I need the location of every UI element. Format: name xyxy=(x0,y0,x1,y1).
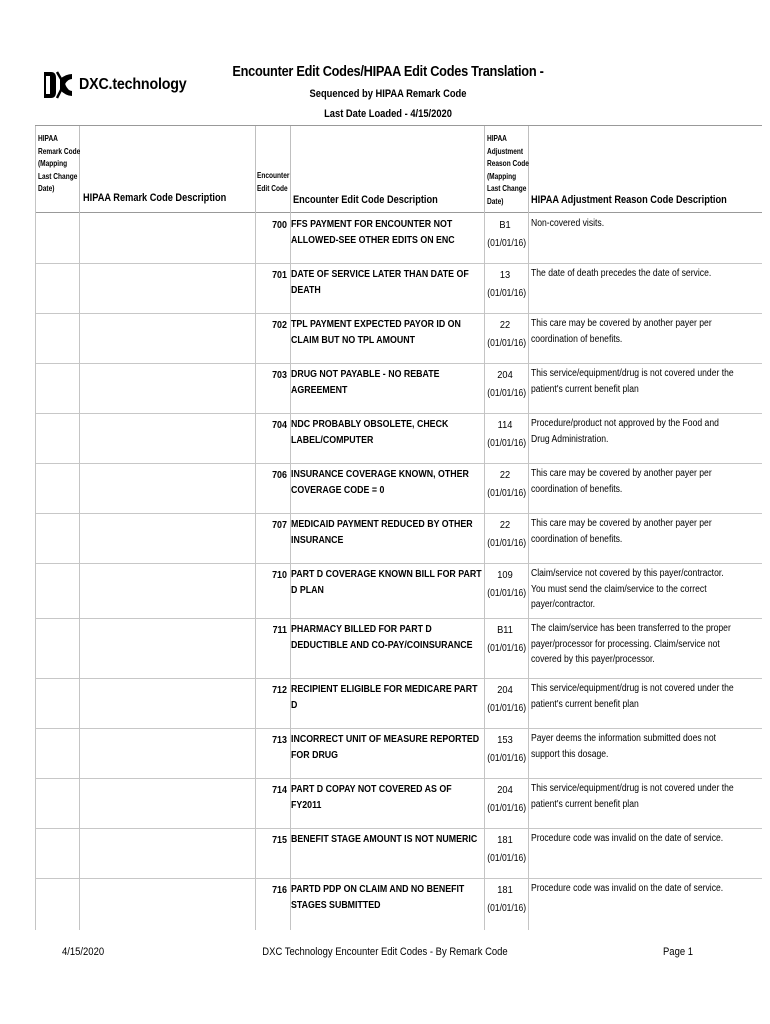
encounter-edit-desc: NDC PROBABLY OBSOLETE, CHECK LABEL/COMPUTER xyxy=(291,418,449,446)
table-row xyxy=(35,728,762,779)
col-divider xyxy=(484,828,485,878)
col-divider xyxy=(79,313,80,363)
table-row xyxy=(35,678,762,729)
header-adjustment-desc: HIPAA Adjustment Reason Code Description xyxy=(531,194,727,206)
col-divider xyxy=(255,263,256,313)
col-divider xyxy=(290,618,291,678)
logo-wordmark: DXC.technology xyxy=(79,76,187,93)
dxc-logo-icon xyxy=(42,70,74,100)
col-divider xyxy=(255,563,256,618)
adjustment-mapping-date: (01/01/16) xyxy=(487,338,527,349)
col-divider xyxy=(484,363,485,413)
header-remark-code xyxy=(38,133,80,196)
adjustment-mapping-date: (01/01/16) xyxy=(487,538,527,549)
adjustment-reason-code: 13 xyxy=(499,269,511,281)
adjustment-mapping-date: (01/01/16) xyxy=(487,803,527,814)
col-divider xyxy=(255,213,256,263)
adjustment-reason-code: B1 xyxy=(499,219,511,231)
encounter-edit-desc: FFS PAYMENT FOR ENCOUNTER NOT ALLOWED-SEE OTHER EDITS ON ENC xyxy=(291,218,455,246)
header-line: HIPAA xyxy=(487,134,507,143)
encounter-edit-code: 711 xyxy=(272,624,287,636)
encounter-edit-desc: DATE OF SERVICE LATER THAN DATE OF DEATH xyxy=(291,268,469,296)
col-divider xyxy=(79,618,80,678)
encounter-edit-code: 701 xyxy=(272,269,287,281)
header-line: Date) xyxy=(38,184,55,193)
adjustment-reason-code: 109 xyxy=(497,569,513,581)
col-divider xyxy=(255,678,256,728)
col-divider xyxy=(528,313,529,363)
col-divider xyxy=(255,463,256,513)
col-divider xyxy=(484,513,485,563)
adjustment-mapping-date: (01/01/16) xyxy=(487,588,527,599)
col-divider xyxy=(484,563,485,618)
adjustment-mapping-date: (01/01/16) xyxy=(487,753,527,764)
col-divider xyxy=(528,513,529,563)
encounter-edit-code: 706 xyxy=(272,469,287,481)
adjustment-reason-desc: This care may be covered by another payer per coordination of benefits. xyxy=(531,318,712,345)
table-row xyxy=(35,778,762,829)
col-divider xyxy=(484,213,485,263)
encounter-edit-code: 713 xyxy=(272,734,287,746)
adjustment-reason-code: 204 xyxy=(497,784,513,796)
header-line: Encounter xyxy=(257,171,290,180)
encounter-edit-code: 707 xyxy=(272,519,287,531)
col-divider xyxy=(255,513,256,563)
col-divider xyxy=(290,126,291,213)
adjustment-reason-desc: The date of death precedes the date of service. xyxy=(531,268,712,279)
header-line: Reason Code xyxy=(487,159,529,168)
col-divider xyxy=(79,563,80,618)
adjustment-reason-desc: This care may be covered by another payer per coordination of benefits. xyxy=(531,468,712,495)
col-divider xyxy=(255,126,256,213)
adjustment-reason-desc: This service/equipment/drug is not covered under the patient's current benefit plan xyxy=(531,368,734,395)
col-divider xyxy=(290,828,291,878)
col-divider xyxy=(528,678,529,728)
table-row xyxy=(35,878,762,930)
encounter-edit-desc: PHARMACY BILLED FOR PART D DEDUCTIBLE AND CO-PAY/COINSURANCE xyxy=(291,623,473,651)
adjustment-mapping-date: (01/01/16) xyxy=(487,238,527,249)
adjustment-reason-code: 204 xyxy=(497,369,513,381)
table-row xyxy=(35,263,762,314)
adjustment-mapping-date: (01/01/16) xyxy=(487,853,527,864)
col-divider xyxy=(528,213,529,263)
col-divider xyxy=(290,413,291,463)
encounter-edit-code: 710 xyxy=(272,569,287,581)
adjustment-reason-desc: Procedure code was invalid on the date of service. xyxy=(531,833,724,844)
col-divider xyxy=(255,828,256,878)
table-left-border xyxy=(35,126,36,930)
encounter-edit-desc: INCORRECT UNIT OF MEASURE REPORTED FOR DRUG xyxy=(291,733,480,761)
header-line: Edit Code xyxy=(257,183,288,193)
col-divider xyxy=(255,878,256,930)
table-row xyxy=(35,563,762,619)
col-divider xyxy=(290,313,291,363)
footer-page-number: Page 1 xyxy=(663,946,693,958)
encounter-edit-desc: PART D COVERAGE KNOWN BILL FOR PART D PLAN xyxy=(291,568,482,596)
header-line: Remark Code xyxy=(38,146,81,156)
col-divider xyxy=(484,313,485,363)
col-divider xyxy=(484,413,485,463)
adjustment-reason-desc: Procedure/product not approved by the Food and Drug Administration. xyxy=(531,418,719,445)
col-divider xyxy=(290,263,291,313)
footer-title: DXC Technology Encounter Edit Codes - By Remark Code xyxy=(262,946,508,958)
col-divider xyxy=(528,878,529,930)
adjustment-reason-desc: Payer deems the information submitted does not support this dosage. xyxy=(531,733,717,760)
encounter-edit-code: 712 xyxy=(272,684,287,696)
adjustment-mapping-date: (01/01/16) xyxy=(487,643,527,654)
col-divider xyxy=(290,678,291,728)
col-divider xyxy=(528,728,529,778)
col-divider xyxy=(484,463,485,513)
adjustment-mapping-date: (01/01/16) xyxy=(487,488,527,499)
adjustment-reason-desc: Claim/service not covered by this payer/contractor. You must send the claim/service to the correct payer/contractor. xyxy=(531,568,724,610)
col-divider xyxy=(79,213,80,263)
col-divider xyxy=(528,263,529,313)
col-divider xyxy=(528,618,529,678)
col-divider xyxy=(528,563,529,618)
col-divider xyxy=(290,878,291,930)
adjustment-mapping-date: (01/01/16) xyxy=(487,703,527,714)
col-divider xyxy=(484,126,485,213)
encounter-edit-code: 704 xyxy=(272,419,287,431)
document-title: Encounter Edit Codes/HIPAA Edit Codes Translation - xyxy=(232,64,544,80)
col-divider xyxy=(484,728,485,778)
adjustment-reason-code: 181 xyxy=(497,834,513,846)
table-top-border xyxy=(35,125,762,126)
adjustment-reason-code: 153 xyxy=(497,734,513,746)
col-divider xyxy=(528,363,529,413)
col-divider xyxy=(528,413,529,463)
footer-date: 4/15/2020 xyxy=(62,946,105,958)
encounter-edit-code: 703 xyxy=(272,369,287,381)
col-divider xyxy=(79,728,80,778)
header-line: Last Change xyxy=(38,171,78,181)
col-divider xyxy=(290,213,291,263)
adjustment-reason-desc: Non-covered visits. xyxy=(531,218,605,229)
encounter-edit-desc: TPL PAYMENT EXPECTED PAYOR ID ON CLAIM BUT NO TPL AMOUNT xyxy=(291,318,461,346)
table-row xyxy=(35,828,762,879)
header-remark-desc: HIPAA Remark Code Description xyxy=(83,192,227,204)
col-divider xyxy=(290,463,291,513)
adjustment-reason-code: 22 xyxy=(499,519,511,531)
header-encounter-code xyxy=(257,170,289,195)
col-divider xyxy=(79,263,80,313)
adjustment-mapping-date: (01/01/16) xyxy=(487,903,527,914)
adjustment-reason-desc: This care may be covered by another payer per coordination of benefits. xyxy=(531,518,712,545)
adjustment-reason-desc: The claim/service has been transferred to the proper payer/processor for processing. Claim/service not covered by this payer/processor. xyxy=(531,623,731,665)
table-row xyxy=(35,618,762,679)
col-divider xyxy=(528,463,529,513)
col-divider xyxy=(255,363,256,413)
header-line: Last Change xyxy=(487,184,527,193)
adjustment-mapping-date: (01/01/16) xyxy=(487,438,527,449)
adjustment-reason-code: 204 xyxy=(497,684,513,696)
encounter-edit-desc: DRUG NOT PAYABLE - NO REBATE AGREEMENT xyxy=(291,368,440,396)
col-divider xyxy=(484,778,485,828)
encounter-edit-code: 700 xyxy=(272,219,287,231)
col-divider xyxy=(484,618,485,678)
adjustment-reason-code: 181 xyxy=(497,884,513,896)
encounter-edit-code: 715 xyxy=(272,834,287,846)
adjustment-reason-code: 22 xyxy=(499,469,511,481)
encounter-edit-desc: INSURANCE COVERAGE KNOWN, OTHER COVERAGE CODE = 0 xyxy=(291,468,469,496)
header-line: HIPAA xyxy=(38,134,58,143)
col-divider xyxy=(290,563,291,618)
col-divider xyxy=(255,728,256,778)
encounter-edit-code: 716 xyxy=(272,884,287,896)
col-divider xyxy=(484,263,485,313)
document-subtitle: Sequenced by HIPAA Remark Code xyxy=(309,88,467,100)
col-divider xyxy=(255,778,256,828)
col-divider xyxy=(79,463,80,513)
col-divider xyxy=(528,778,529,828)
adjustment-mapping-date: (01/01/16) xyxy=(487,288,527,299)
header-line: Date) xyxy=(487,196,504,206)
col-divider xyxy=(79,513,80,563)
header-adjustment-code xyxy=(487,133,529,208)
col-divider xyxy=(290,513,291,563)
table-row xyxy=(35,213,762,264)
col-divider xyxy=(79,413,80,463)
document-header xyxy=(200,64,576,120)
col-divider xyxy=(255,618,256,678)
encounter-edit-code: 714 xyxy=(272,784,287,796)
encounter-edit-desc: RECIPIENT ELIGIBLE FOR MEDICARE PART D xyxy=(291,683,478,711)
col-divider xyxy=(290,363,291,413)
adjustment-reason-code: 114 xyxy=(497,419,513,431)
header-line: (Mapping xyxy=(38,159,68,168)
table-row xyxy=(35,513,762,564)
col-divider xyxy=(79,878,80,930)
table-row xyxy=(35,313,762,364)
encounter-edit-desc: MEDICAID PAYMENT REDUCED BY OTHER INSURANCE xyxy=(291,518,473,546)
col-divider xyxy=(79,678,80,728)
encounter-edit-desc: BENEFIT STAGE AMOUNT IS NOT NUMERIC xyxy=(291,833,478,845)
adjustment-reason-desc: Procedure code was invalid on the date of service. xyxy=(531,883,724,894)
header-encounter-desc: Encounter Edit Code Description xyxy=(293,194,438,206)
adjustment-reason-code: B11 xyxy=(497,624,513,636)
col-divider xyxy=(79,778,80,828)
company-logo xyxy=(42,70,196,100)
encounter-edit-desc: PARTD PDP ON CLAIM AND NO BENEFIT STAGES SUBMITTED xyxy=(291,883,465,911)
page-footer xyxy=(0,946,770,966)
header-line: Adjustment xyxy=(487,146,524,156)
header-line: (Mapping xyxy=(487,171,517,181)
col-divider xyxy=(484,878,485,930)
adjustment-mapping-date: (01/01/16) xyxy=(487,388,527,399)
adjustment-reason-code: 22 xyxy=(499,319,511,331)
table-row xyxy=(35,363,762,414)
adjustment-reason-desc: This service/equipment/drug is not covered under the patient's current benefit plan xyxy=(531,783,734,810)
col-divider xyxy=(255,413,256,463)
last-date-loaded: Last Date Loaded - 4/15/2020 xyxy=(324,108,452,120)
col-divider xyxy=(290,728,291,778)
encounter-edit-desc: PART D COPAY NOT COVERED AS OF FY2011 xyxy=(291,783,452,811)
table-row xyxy=(35,463,762,514)
table-row xyxy=(35,413,762,464)
col-divider xyxy=(484,678,485,728)
col-divider xyxy=(79,828,80,878)
col-divider xyxy=(528,828,529,878)
col-divider xyxy=(79,363,80,413)
col-divider xyxy=(255,313,256,363)
encounter-edit-code: 702 xyxy=(272,319,287,331)
adjustment-reason-desc: This service/equipment/drug is not covered under the patient's current benefit plan xyxy=(531,683,734,710)
col-divider xyxy=(290,778,291,828)
